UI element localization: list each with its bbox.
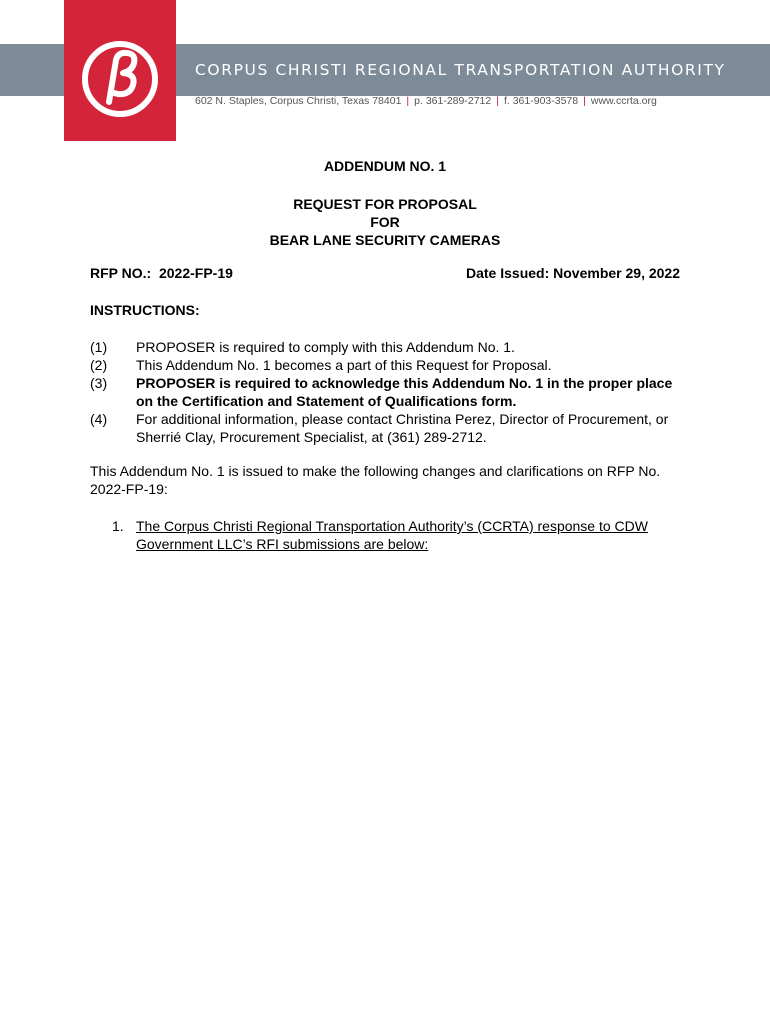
date-issued: Date Issued: November 29, 2022 <box>466 265 680 281</box>
list-item <box>90 374 680 410</box>
item-number: (2) <box>90 357 108 373</box>
list-item <box>90 356 680 374</box>
list-item <box>90 410 680 446</box>
intro-paragraph: This Addendum No. 1 is issued to make the following changes and clarifications on RFP No. 2022-FP-19: <box>90 463 661 497</box>
addendum-title: ADDENDUM NO. 1 <box>323 158 447 174</box>
beta-logo-icon <box>81 40 159 118</box>
fax: f. 361-903-3578 <box>503 95 579 107</box>
rfp-title <box>90 195 680 249</box>
separator: | <box>583 95 586 107</box>
instructions-list <box>90 338 680 446</box>
item-number: (1) <box>90 339 108 355</box>
phone: p. 361-289-2712 <box>414 95 492 107</box>
separator: | <box>496 95 499 107</box>
item-number: (3) <box>90 375 108 391</box>
list-item <box>90 338 680 356</box>
item-number: (4) <box>90 411 108 427</box>
address-line <box>195 95 657 107</box>
org-name: CORPUS CHRISTI REGIONAL TRANSPORTATION AUTHORITY <box>195 61 726 79</box>
rfp-title-line2: FOR <box>370 214 400 230</box>
ccrta-logo <box>64 0 176 141</box>
address: 602 N. Staples, Corpus Christi, Texas 78401 <box>195 95 402 107</box>
rfp-meta-row <box>90 265 680 281</box>
instructions-heading: INSTRUCTIONS: <box>90 302 200 318</box>
item-text: For additional information, please contact Christina Perez, Director of Procurement, or Sherrié Clay, Procurement Specialist, at (361) 289-2712. <box>136 411 669 445</box>
item-text: PROPOSER is required to acknowledge this Addendum No. 1 in the proper place on the Certification and Statement of Qualifications form. <box>136 375 673 409</box>
item-text: PROPOSER is required to comply with this Addendum No. 1. <box>136 339 515 355</box>
numbered-point <box>90 517 680 553</box>
rfp-number: RFP NO.: 2022-FP-19 <box>90 265 233 281</box>
item-text: This Addendum No. 1 becomes a part of this Request for Proposal. <box>136 357 552 373</box>
point-text: The Corpus Christi Regional Transportation Authority’s (CCRTA) response to CDW Government LLC’s RFI submissions are below: <box>136 518 648 552</box>
separator: | <box>406 95 410 107</box>
point-number: 1. <box>112 518 124 534</box>
rfp-title-line3: BEAR LANE SECURITY CAMERAS <box>269 232 501 248</box>
rfp-title-line1: REQUEST FOR PROPOSAL <box>293 196 477 212</box>
website: www.ccrta.org <box>590 95 657 107</box>
